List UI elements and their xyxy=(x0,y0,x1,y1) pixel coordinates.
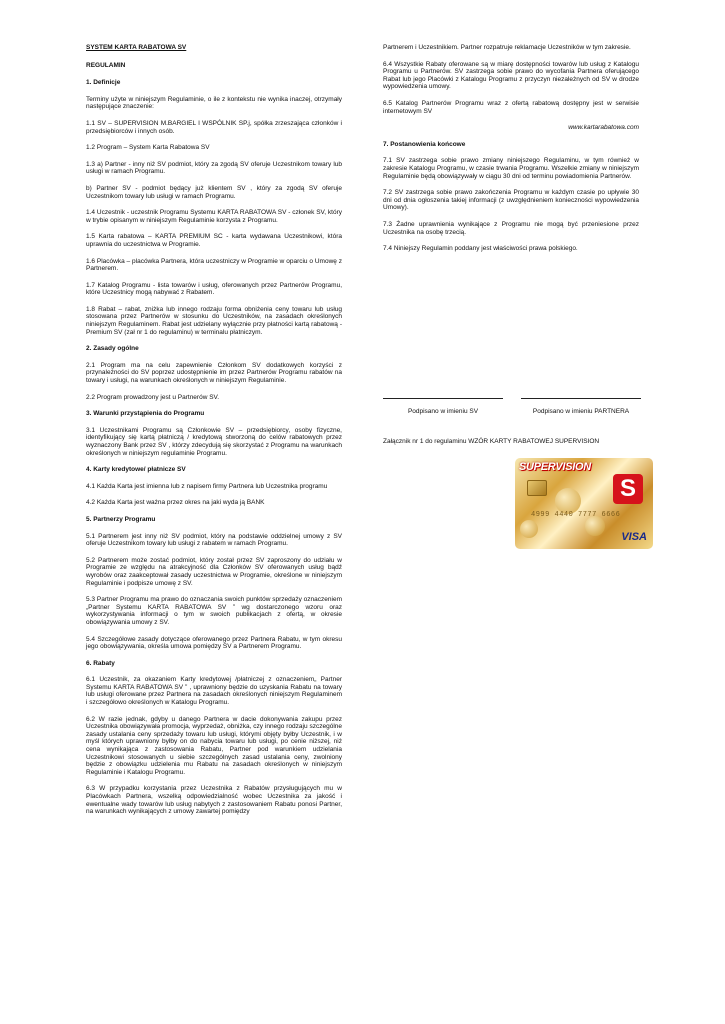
paragraph: 1.8 Rabat – rabat, zniżka lub innego rodzaju forma obniżenia ceny towaru lub usług stosowana przez Partnerów w stosunku do Uczestników, na zasadach określonych niniejszym Regulaminem. Rabat jest udzielany wyłącznie przy płatności kartą rabatową - Premium SV (zał nr 1 do regulaminu) w terminalu płatniczym. xyxy=(86,305,342,336)
paragraph: 5.4 Szczegółowe zasady dotyczące oferowanego przez Partnera Rabatu, w tym okresu jego obowiązywania, określa umowa pomiędzy SV a Partnerem Programu. xyxy=(86,635,342,651)
section-heading: 5. Partnerzy Programu xyxy=(86,515,156,523)
paragraph: b) Partner SV - podmiot będący już klientem SV , który za zgodą SV oferuje Uczestnikom towary lub usługi w ramach Programu. xyxy=(86,184,342,200)
paragraph: 6.2 W razie jednak, gdyby u danego Partnera w dacie dokonywania zakupu przez Uczestnika obowiązywała promocja, wyprzedaż, obniżka, czy innego rodzaju szczególne zasady ustalania ceny sprzedaży towaru lub usługi, którymi objęty byłby Uczestnik, i w myśl których uprawniony byłby on do nabycia towaru lub usługi, po cenie niższej, niż cena wynikająca z zastosowania Rabatu, Partner pod warunkiem udzielania Uczestnikowi stosowanych u siebie szczególnych zasad ustalania ceny, zwolniony będzie z obowiązku udzielenia mu Rabatu na zasadach określonych w niniejszym Regulaminie i Katalogu Programu. xyxy=(86,715,342,776)
section-heading: 7. Postanowienia końcowe xyxy=(383,140,466,148)
card-image xyxy=(515,458,653,549)
document-title: SYSTEM KARTA RABATOWA SV xyxy=(86,44,187,51)
signature-area xyxy=(383,398,643,418)
document-subtitle: REGULAMIN xyxy=(86,61,126,69)
paragraph: 7.2 SV zastrzega sobie prawo zakończenia Programu w każdym czasie po upływie 30 dni od dnia ogłoszenia takiej informacji (z uwzględnieniem konieczności wypowiedzenia Umowy). xyxy=(383,189,639,212)
paragraph: 1.5 Karta rabatowa – KARTA PREMIUM SC - karta wydawana Uczestnikowi, która uprawnia do uczestnictwa w Programie. xyxy=(86,233,342,248)
right-column xyxy=(383,44,639,262)
paragraph: 1.2 Program – System Karta Rabatowa SV xyxy=(86,144,210,152)
section-heading: 1. Definicje xyxy=(86,79,121,87)
section-heading: 2. Zasady ogólne xyxy=(86,345,139,353)
card-s-logo: S xyxy=(613,474,643,504)
website-url: www.kartarabatowa.com xyxy=(568,124,639,132)
paragraph: 2.1 Program ma na celu zapewnienie Członkom SV dodatkowych korzyści z przynależności do SV poprzez udostępnienie im przez Partnerów Programu rabatów na towary i usługi, na warunkach określonych w niniejszym Regulaminie. xyxy=(86,361,342,385)
paragraph: 1.1 SV – SUPERVISION M.BARGIEL I WSPÓLNIK SP.j, spółka zrzeszająca członków i przedsiębiorców i innych osób. xyxy=(86,119,342,135)
paragraph: 1.6 Placówka – placówka Partnera, która uczestniczy w Programie w oparciu o Umowę z Partnerem. xyxy=(86,257,342,273)
signature-sv: Podpisano w imieniu SV xyxy=(383,398,503,415)
paragraph: 7.3 Żadne uprawnienia wynikające z Programu nie mogą być przeniesione przez Uczestnika na osobę trzecią. xyxy=(383,220,639,236)
paragraph: 1.4 Uczestnik - uczestnik Programu Systemu KARTA RABATOWA SV - członek SV, który w trybie opisanym w niniejszym Regulaminie korzysta z Programu. xyxy=(86,209,342,224)
paragraph: 6.3 W przypadku korzystania przez Uczestnika z Rabatów przysługujących mu w Placówkach Partnera, wszelką odpowiedzialność wobec Uczestnika za jakość i ewentualne wady towarów lub usług nabytych z zastosowaniem Rabatu ponosi Partner, na warunkach wynikających z umowy zawartej pomiędzy xyxy=(86,785,342,816)
paragraph: Partnerem i Uczestnikiem. Partner rozpatruje reklamacje Uczestników w tym zakresie. xyxy=(383,44,631,51)
paragraph: 6.4 Wszystkie Rabaty oferowane są w miarę dostępności towarów lub usług z Katalogu Programu u Partnerów. SV zastrzega sobie prawo do wycofania Partnera oferującego Rabat lub jego Placówki z Katalogu Programu z przyczyn niezależnych od SV w drodze wypowiedzenia umowy. xyxy=(383,60,639,91)
paragraph: 4.2 Każda Karta jest ważna przez okres na jaki wyda ją BANK xyxy=(86,499,265,507)
card-number: 4999 4440 7777 6666 xyxy=(531,511,621,519)
right-content xyxy=(383,44,639,253)
paragraph: 4.1 Każda Karta jest imienna lub z napisem firmy Partnera lub Uczestnika programu xyxy=(86,482,328,490)
paragraph: 6.5 Katalog Partnerów Programu wraz z ofertą rabatową dostępny jest w serwisie internetowym SV xyxy=(383,99,639,115)
paragraph: Terminy użyte w niniejszym Regulaminie, o ile z kontekstu nie wynika inaczej, otrzymały następujące znaczenie: xyxy=(86,95,342,111)
paragraph: 1.3 a) Partner - inny niż SV podmiot, który za zgodą SV oferuje Uczestnikom towary lub usługi w ramach Programu. xyxy=(86,160,342,176)
section-heading: 3. Warunki przystąpienia do Programu xyxy=(86,410,205,418)
paragraph: 7.4 Niniejszy Regulamin poddany jest właściwości prawa polskiego. xyxy=(383,245,578,253)
signature-partner: Podpisano w imieniu PARTNERA xyxy=(521,398,641,415)
paragraph: 2.2 Program prowadzony jest u Partnerów SV. xyxy=(86,393,220,401)
left-column xyxy=(86,44,342,825)
paragraph: 3.1 Uczestnikami Programu są Członkowie SV – przedsiębiorcy, osoby fizyczne, identyfikujący się kartą płatniczą / kredytową stworzoną do celów rabatowych przez wyznaczony Bank przez SV , którzy zdecydują się skorzystać z Programu na warunkach określonych w niniejszym regulaminie Programu. xyxy=(86,426,342,457)
paragraph: 5.2 Partnerem może zostać podmiot, który został przez SV zaproszony do udziału w Programie ze względu na atrakcyjność dla Członków SV oferowanych usług bądź wyrobów oraz zaakceptował zasady uczestnictwa w Programie, określone w niniejszym Regulaminie i podpisze umowę z SV. xyxy=(86,556,342,587)
chip-icon xyxy=(527,480,547,496)
left-content xyxy=(86,79,342,816)
annex-caption: Załącznik nr 1 do regulaminu WZÓR KARTY RABATOWEJ SUPERVISION xyxy=(383,438,600,445)
section-heading: 4. Karty kredytowe/ płatnicze SV xyxy=(86,466,186,474)
paragraph: 6.1 Uczestnik, za okazaniem Karty kredytowej /płatniczej z oznaczeniem„ Partner Systemu KARTA RABATOWA SV ” , uprawniony będzie do uzyskania Rabatu na towary lub usługi oferowane przez Partnera na zasadach określonych niniejszym Regulaminem i szczegółowo określonych w Katalogu Programu. xyxy=(86,676,342,707)
paragraph: 7.1 SV zastrzega sobie prawo zmiany niniejszego Regulaminu, w tym również w zakresie Katalogu Programu, w czasie trwania Programu. Wszelkie zmiany w niniejszym Regulaminie będą obowiązywały w ciągu 30 dni od terminu powiadomienia Partnerów. xyxy=(383,157,639,180)
visa-logo: VISA xyxy=(621,531,647,543)
paragraph: 5.1 Partnerem jest inny niż SV podmiot, który na podstawie oddzielnej umowy z SV oferuje Uczestnikom towary lub usługi z rabatem w ramach Programu. xyxy=(86,532,342,548)
card-brand-logo: SUPERVISION xyxy=(519,461,591,473)
paragraph: 1.7 Katalog Programu - lista towarów i usług, oferowanych przez Partnerów Programu, które Uczestnicy mogą nabywać z Rabatem. xyxy=(86,281,342,297)
coin-decoration xyxy=(520,520,538,538)
section-heading: 6. Rabaty xyxy=(86,659,115,667)
coin-decoration xyxy=(585,516,605,536)
paragraph: 5.3 Partner Programu ma prawo do oznaczania swoich punktów sprzedaży oznaczeniem „Partner Systemu KARTA RABATOWA SV ” wg dostarczonego wzoru oraz wykorzystywania informacji o tym w swoich publikacjach z ofertą, w okresie obowiązywania umowy z SV. xyxy=(86,596,342,626)
